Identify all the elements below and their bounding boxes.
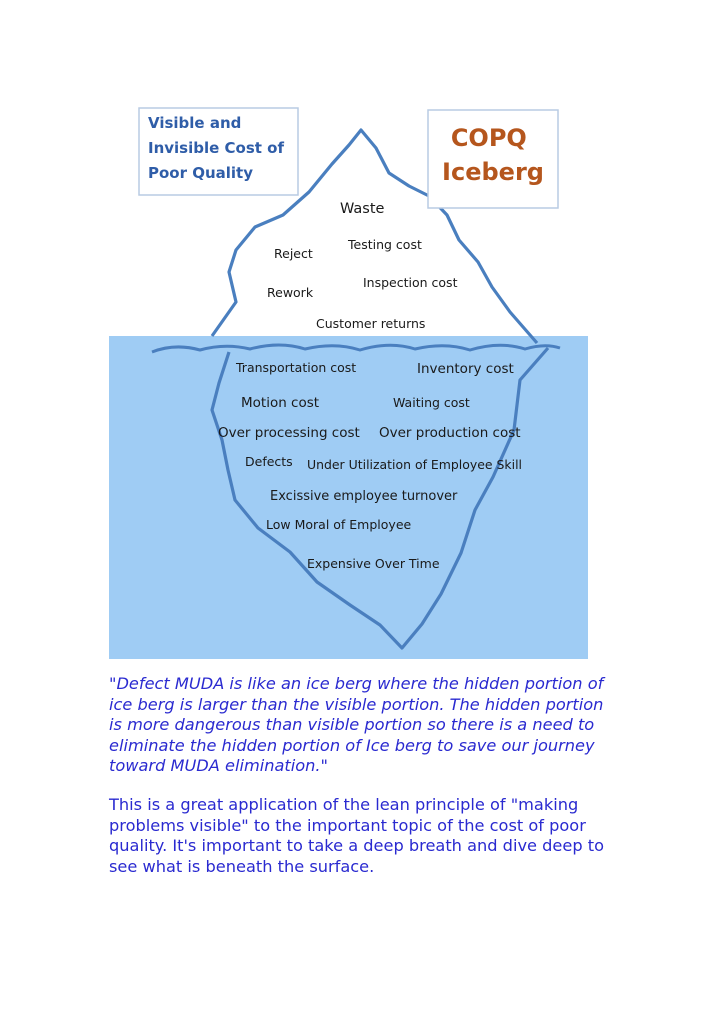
label-testing-cost: Testing cost [348,237,422,252]
label-rework: Rework [267,285,314,300]
title-line-1: Visible and [148,114,242,132]
label-defects: Defects [245,454,293,469]
label-waiting-cost: Waiting cost [393,395,470,410]
label-transportation-cost: Transportation cost [236,360,357,375]
note-paragraph: This is a great application of the lean principle of "making problems visible" to the important topic of the cost of poor quality. It's important to take a deep breath and dive deep to see what is beneath the surface. [109,795,604,876]
label-inventory-cost: Inventory cost [417,361,514,377]
label-inspection-cost: Inspection cost [363,275,458,290]
title-line-2: Invisible Cost of [148,139,284,157]
label-over-processing-cost: Over processing cost [218,425,360,441]
copq-label: COPQ [450,124,527,152]
label-reject: Reject [274,246,313,261]
title-line-3: Poor Quality [148,164,254,182]
label-under-utilization: Under Utilization of Employee Skill [307,457,522,472]
label-expensive-overtime: Expensive Over Time [307,556,440,571]
iceberg-label: Iceberg [442,158,544,186]
label-over-production-cost: Over production cost [379,425,521,441]
label-motion-cost: Motion cost [241,395,320,411]
label-waste: Waste [340,201,385,217]
label-customer-returns: Customer returns [316,316,426,331]
quote-paragraph: "Defect MUDA is like an ice berg where the hidden portion of ice berg is larger than the visible portion. The hidden portion is more dangerous than visible portion so there is a need to eliminate the hidden portion of Ice berg to save our journey toward MUDA elimination." [109,674,604,775]
label-employee-turnover: Excissive employee turnover [270,489,458,504]
label-low-moral: Low Moral of Employee [266,517,412,532]
